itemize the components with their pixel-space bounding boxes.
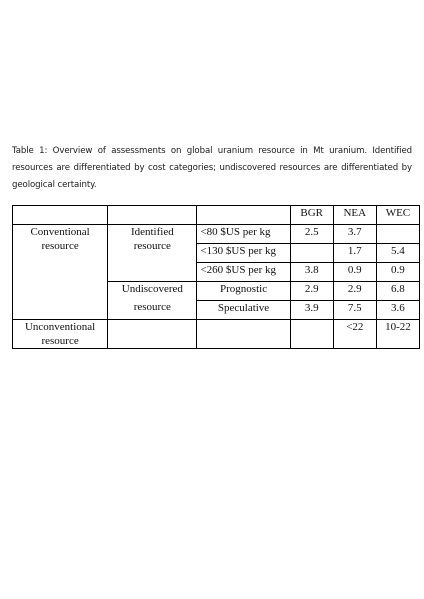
header-cell-empty-1 (13, 206, 108, 225)
nea-value-cell: 1.7 (333, 244, 376, 263)
bgr-value-cell (290, 320, 333, 349)
unconventional-label-line1: Unconventional (24, 321, 96, 333)
header-nea: NEA (333, 206, 376, 225)
undiscovered-label-line2: resource (133, 301, 171, 313)
table-row (13, 320, 420, 349)
cost-category-cell: <80 $US per kg (197, 225, 290, 244)
identified-resource-cell (108, 225, 197, 282)
wec-value-cell: 6.8 (376, 282, 419, 301)
bgr-value-cell: 2.9 (290, 282, 333, 301)
certainty-category-cell: Speculative (197, 301, 290, 320)
nea-value-cell: 0.9 (333, 263, 376, 282)
wec-value-cell: 3.6 (376, 301, 419, 320)
identified-label-line2: resource (133, 240, 171, 252)
unconventional-resource-cell (13, 320, 108, 349)
certainty-category-cell: Prognostic (197, 282, 290, 301)
nea-value-cell: 3.7 (333, 225, 376, 244)
header-cell-empty-2 (108, 206, 197, 225)
cost-category-cell: <260 $US per kg (197, 263, 290, 282)
table-row (13, 225, 420, 244)
nea-value-cell: 7.5 (333, 301, 376, 320)
wec-value-cell: 10-22 (376, 320, 419, 349)
empty-cell (108, 320, 197, 349)
cost-category-cell: <130 $US per kg (197, 244, 290, 263)
undiscovered-label-line1: Undiscovered (121, 283, 183, 295)
bgr-value-cell: 2.5 (290, 225, 333, 244)
identified-label-line1: Identified (130, 226, 174, 238)
table-caption: Table 1: Overview of assessments on global uranium resource in Mt uranium. Identified resources are differentiated by cost categories; undiscovered resources are differentiated by geological certainty. (12, 146, 412, 190)
table-header-row (13, 206, 420, 225)
wec-value-cell (376, 225, 419, 244)
unconventional-label-line2: resource (41, 335, 79, 347)
bgr-value-cell (290, 244, 333, 263)
conventional-label-line2: resource (41, 240, 79, 252)
uranium-resource-table (12, 205, 420, 349)
conventional-label-line1: Conventional (30, 226, 90, 238)
bgr-value-cell: 3.8 (290, 263, 333, 282)
nea-value-cell: 2.9 (333, 282, 376, 301)
header-wec: WEC (376, 206, 419, 225)
nea-value-cell: <22 (333, 320, 376, 349)
conventional-resource-cell (13, 225, 108, 320)
header-cell-empty-3 (197, 206, 290, 225)
wec-value-cell: 5.4 (376, 244, 419, 263)
undiscovered-resource-cell (108, 282, 197, 320)
bgr-value-cell: 3.9 (290, 301, 333, 320)
empty-category-cell (197, 320, 290, 349)
header-bgr: BGR (290, 206, 333, 225)
wec-value-cell: 0.9 (376, 263, 419, 282)
